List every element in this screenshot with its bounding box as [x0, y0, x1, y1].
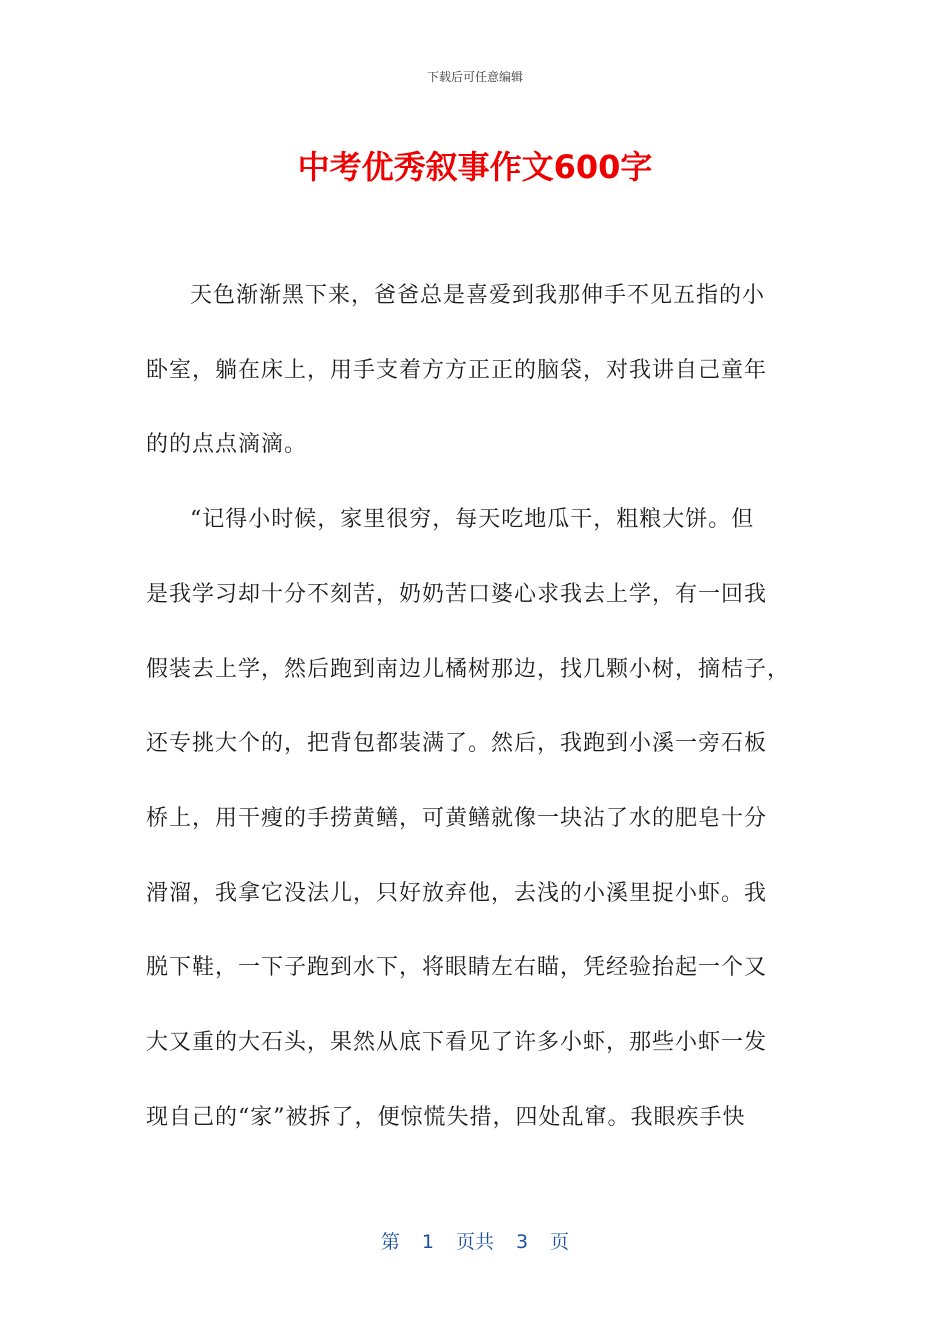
footer-prefix: 第 — [380, 1231, 400, 1253]
document-body — [146, 259, 806, 1155]
paragraph-line: 脱下鞋，一下子跑到水下，将眼睛左右瞄，凭经验抬起一个又 — [146, 955, 768, 981]
paragraph-line: 天色渐渐黑下来，爸爸总是喜爱到我那伸手不见五指的小 — [190, 283, 766, 308]
document-title: 中考优秀叙事作文600字 — [297, 148, 653, 186]
paragraph-line: “记得小时候，家里很穷，每天吃地瓜干，粗粮大饼。但 — [190, 507, 755, 533]
paragraph-line: 滑溜，我拿它没法儿，只好放弃他，去浅的小溪里捉小虾。我 — [146, 880, 768, 906]
paragraph-line: 大又重的大石头，果然从底下看见了许多小虾，那些小虾一发 — [146, 1030, 768, 1056]
paragraph-line: 假装去上学，然后跑到南边儿橘树那边，找几颗小树，摘桔子， — [146, 656, 791, 682]
header-note: 下载后可任意编辑 — [426, 70, 523, 84]
paragraph-line: 还专挑大个的，把背包都装满了。然后，我跑到小溪一旁石板 — [146, 731, 768, 757]
page-footer — [0, 1227, 950, 1254]
footer-total-pages: 3 — [516, 1231, 529, 1253]
footer-suffix: 页 — [550, 1231, 570, 1253]
paragraph-line: 的的点点滴滴。 — [146, 432, 308, 458]
footer-middle: 页共 — [455, 1231, 494, 1253]
paragraph-line: 现自己的“家”被拆了，便惊慌失措，四处乱窜。我眼疾手快 — [146, 1104, 746, 1130]
paragraph-line: 卧室，躺在床上，用手支着方方正正的脑袋，对我讲自己童年 — [146, 357, 768, 383]
paragraph-line: 是我学习却十分不刻苦，奶奶苦口婆心求我去上学，有一回我 — [146, 581, 768, 607]
footer-current-page: 1 — [421, 1231, 434, 1253]
paragraph-line: 桥上，用干瘦的手捞黄鳝，可黄鳝就像一块沾了水的肥皂十分 — [146, 805, 768, 831]
